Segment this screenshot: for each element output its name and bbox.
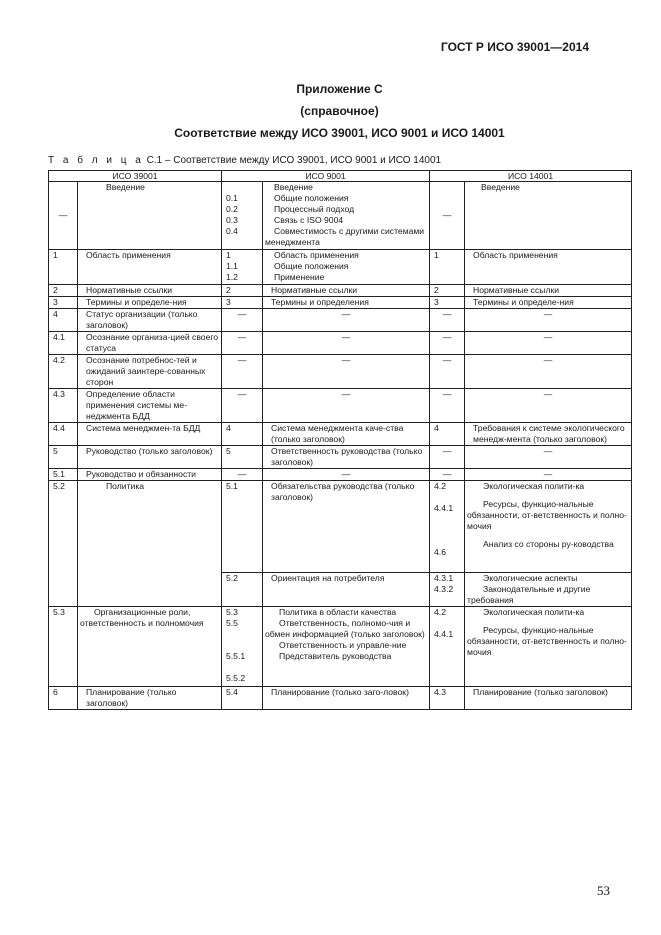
table-row	[49, 481, 632, 573]
clause-title: Политика в области качества	[279, 607, 397, 617]
iso14001-clause-title: Нормативные ссылки	[465, 285, 632, 297]
iso9001-clause-numbers	[222, 607, 263, 687]
clause-title: Ресурсы, функцио-нальные обязанности, от-ветственность и полно-мочия	[467, 625, 627, 657]
iso9001-clause-number: 5.4	[222, 687, 263, 710]
iso39001-clause-number: 5.1	[49, 469, 78, 481]
table-row	[49, 250, 632, 285]
iso39001-clause-number: 5.3	[49, 607, 78, 687]
clause-number: 5.5.1	[226, 651, 246, 661]
table-row	[49, 687, 632, 710]
clause-title: Экологическая полити-ка	[483, 481, 585, 491]
iso14001-clause-title: —	[465, 469, 632, 481]
clause-title: Введение	[274, 182, 313, 192]
iso39001-clause-number: 4.2	[49, 355, 78, 389]
iso14001-clause-number: —	[430, 389, 465, 423]
iso14001-clause-title: Требования к системе экологического менедж-мента (только заголовок)	[465, 423, 632, 446]
table-row	[49, 309, 632, 332]
iso14001-clause-number: 4	[430, 423, 465, 446]
clause-number: 4.3.1	[434, 573, 454, 583]
iso9001-clause-title: —	[263, 355, 430, 389]
iso9001-clause-number: 5.2	[222, 573, 263, 607]
clause-number: 1.1	[226, 261, 238, 271]
clause-number: 4.4.1	[434, 629, 454, 639]
correspondence-table	[48, 170, 632, 710]
clause-title: Общие положения	[274, 261, 349, 271]
iso9001-clause-numbers	[222, 250, 263, 285]
iso14001-clause-numbers	[430, 481, 465, 573]
spacer	[226, 629, 260, 651]
iso14001-clause-number: —	[430, 332, 465, 355]
column-header-iso39001: ИСО 39001	[49, 171, 222, 182]
iso9001-clause-number: —	[222, 309, 263, 332]
table-row	[49, 423, 632, 446]
iso9001-clause-numbers	[222, 182, 263, 250]
iso9001-clause-title: —	[263, 469, 430, 481]
appendix-status: (справочное)	[300, 104, 379, 118]
iso39001-clause-number: 4.1	[49, 332, 78, 355]
iso14001-clause-numbers	[430, 573, 465, 607]
iso9001-clause-number: 5	[222, 446, 263, 469]
appendix-title: Приложение С	[296, 82, 383, 96]
iso9001-clause-number: 3	[222, 297, 263, 309]
iso39001-clause-number: 4.3	[49, 389, 78, 423]
clause-number: 5.5	[226, 618, 238, 628]
iso9001-clause-title: Термины и определения	[263, 297, 430, 309]
clause-title: Связь с ISO 9004	[274, 215, 344, 225]
table-header-row	[49, 171, 632, 182]
clause-number: 1.2	[226, 272, 238, 282]
table-caption-text: С.1 – Соответствие между ИСО 39001, ИСО 9001 и ИСО 14001	[146, 155, 442, 166]
iso9001-clause-number: —	[222, 469, 263, 481]
appendix-heading: Соответствие между ИСО 39001, ИСО 9001 и ИСО 14001	[174, 126, 505, 140]
clause-number: 0.4	[226, 226, 238, 236]
clause-number: 0.3	[226, 215, 238, 225]
table-row	[49, 182, 632, 250]
iso39001-clause-title: Термины и определе-ния	[78, 297, 222, 309]
spacer	[434, 492, 462, 503]
spacer	[467, 492, 629, 499]
clause-title: Законодательные и другие требования	[467, 584, 591, 605]
clause-number: 5.5.2	[226, 673, 246, 683]
table-row	[49, 355, 632, 389]
iso14001-clause-number: 4.3	[430, 687, 465, 710]
page-number: 53	[597, 883, 610, 898]
iso39001-clause-title: Нормативные ссылки	[78, 285, 222, 297]
iso9001-clause-title: Планирование (только заго-ловок)	[263, 687, 430, 710]
clause-title: Процессный подход	[274, 204, 355, 214]
column-header-iso9001: ИСО 9001	[222, 171, 430, 182]
iso14001-clause-number: —	[430, 309, 465, 332]
table-row	[49, 469, 632, 481]
table-row	[49, 285, 632, 297]
iso39001-clause-title: Политика	[78, 481, 222, 607]
iso9001-clause-title: Ответственность руководства (только заголовок)	[263, 446, 430, 469]
clause-title: Анализ со стороны ру-ководства	[483, 539, 614, 549]
table-caption-prefix: Т а б л и ц а	[48, 155, 144, 166]
table-row	[49, 297, 632, 309]
iso14001-clause-title: —	[465, 389, 632, 423]
clause-title: Общие положения	[274, 193, 349, 203]
spacer	[434, 618, 462, 629]
spacer	[226, 662, 260, 673]
iso9001-clause-number: —	[222, 332, 263, 355]
iso9001-clause-title: —	[263, 389, 430, 423]
iso14001-clause-number: —	[430, 182, 465, 250]
clause-number: 4.6	[434, 547, 446, 557]
clause-number: 1	[226, 250, 231, 260]
iso39001-clause-number: 5	[49, 446, 78, 469]
iso39001-clause-number: 1	[49, 250, 78, 285]
iso39001-clause-title: Планирование (только заголовок)	[78, 687, 222, 710]
iso39001-clause-title: Осознание организа-цией своего статуса	[78, 332, 222, 355]
table-row	[49, 607, 632, 687]
iso14001-clause-titles	[465, 573, 632, 607]
iso9001-clause-titles	[263, 607, 430, 687]
clause-title: Экологическая полити-ка	[483, 607, 585, 617]
clause-title: Ответственность, полномо-чия и обмен информацией (только заголовок)	[265, 618, 425, 639]
clause-number: 4.3.2	[434, 584, 454, 594]
clause-title: Область применения	[274, 250, 359, 260]
iso14001-clause-title: —	[465, 309, 632, 332]
iso39001-clause-number: 4.4	[49, 423, 78, 446]
clause-number: 4.4.1	[434, 503, 454, 513]
iso39001-clause-number: —	[49, 182, 78, 250]
iso14001-clause-title: Термины и определе-ния	[465, 297, 632, 309]
clause-number	[226, 182, 260, 193]
spacer	[434, 514, 462, 547]
clause-title: Применение	[274, 272, 325, 282]
standard-designation: ГОСТ Р ИСО 39001—2014	[440, 40, 589, 54]
iso14001-clause-number: 2	[430, 285, 465, 297]
table-row	[49, 332, 632, 355]
clause-title: Представитель руководства	[279, 651, 392, 661]
iso39001-clause-title: Осознание потребнос-тей и ожиданий заинтере-сованных сторон	[78, 355, 222, 389]
iso39001-clause-title: Руководство и обязанности	[78, 469, 222, 481]
clause-title: Совместимость с другими системами менеджмента	[265, 226, 425, 247]
iso14001-clause-number: 1	[430, 250, 465, 285]
iso9001-clause-title: —	[263, 332, 430, 355]
clause-number: 4.2	[434, 481, 446, 491]
iso9001-clause-title: Нормативные ссылки	[263, 285, 430, 297]
iso14001-clause-title: —	[465, 355, 632, 389]
iso39001-clause-number: 2	[49, 285, 78, 297]
iso39001-clause-number: 5.2	[49, 481, 78, 607]
iso14001-clause-number: —	[430, 469, 465, 481]
iso39001-clause-title: Статус организации (только заголовок)	[78, 309, 222, 332]
iso9001-clause-number: —	[222, 389, 263, 423]
column-header-iso14001: ИСО 14001	[430, 171, 632, 182]
iso39001-clause-title: Определение области применения системы ме-неджмента БДД	[78, 389, 222, 423]
iso14001-clause-titles	[465, 481, 632, 573]
iso14001-clause-number: —	[430, 355, 465, 389]
iso9001-clause-title: —	[263, 309, 430, 332]
clause-title: Экологические аспекты	[483, 573, 578, 583]
iso14001-clause-title: —	[465, 446, 632, 469]
clause-number: 0.2	[226, 204, 238, 214]
iso39001-clause-title: Организационные роли, ответственность и полномочия	[78, 607, 222, 687]
iso14001-clause-number: —	[430, 446, 465, 469]
iso39001-clause-title: Система менеджмен-та БДД	[78, 423, 222, 446]
iso9001-clause-number: 2	[222, 285, 263, 297]
iso14001-clause-numbers	[430, 607, 465, 687]
iso9001-clause-number: —	[222, 355, 263, 389]
clause-number: 5.3	[226, 607, 238, 617]
table-caption	[48, 155, 441, 166]
iso14001-clause-title: —	[465, 332, 632, 355]
clause-number: 0.1	[226, 193, 238, 203]
clause-number: 4.2	[434, 607, 446, 617]
table-row	[49, 446, 632, 469]
iso14001-clause-number: 3	[430, 297, 465, 309]
iso9001-clause-titles	[263, 182, 430, 250]
iso39001-clause-title: Введение	[78, 182, 222, 250]
iso14001-clause-title: Область применения	[465, 250, 632, 285]
iso9001-clause-number: 5.1	[222, 481, 263, 573]
iso9001-clause-title: Ориентация на потребителя	[263, 573, 430, 607]
iso39001-clause-number: 6	[49, 687, 78, 710]
iso14001-clause-title: Введение	[465, 182, 632, 250]
iso9001-clause-title: Система менеджмента каче-ства (только заголовок)	[263, 423, 430, 446]
iso39001-clause-title: Руководство (только заголовок)	[78, 446, 222, 469]
clause-title: Ответственность и управле-ние	[279, 640, 407, 650]
iso9001-clause-titles	[263, 250, 430, 285]
spacer	[467, 532, 629, 539]
iso14001-clause-title: Планирование (только заголовок)	[465, 687, 632, 710]
table-row	[49, 389, 632, 423]
iso39001-clause-number: 4	[49, 309, 78, 332]
iso39001-clause-number: 3	[49, 297, 78, 309]
iso9001-clause-title: Обязательства руководства (только заголовок)	[263, 481, 430, 573]
clause-title: Ресурсы, функцио-нальные обязанности, от-ветственность и полно-мочия	[467, 499, 627, 531]
spacer	[467, 618, 629, 625]
iso9001-clause-number: 4	[222, 423, 263, 446]
iso14001-clause-titles	[465, 607, 632, 687]
iso39001-clause-title: Область применения	[78, 250, 222, 285]
